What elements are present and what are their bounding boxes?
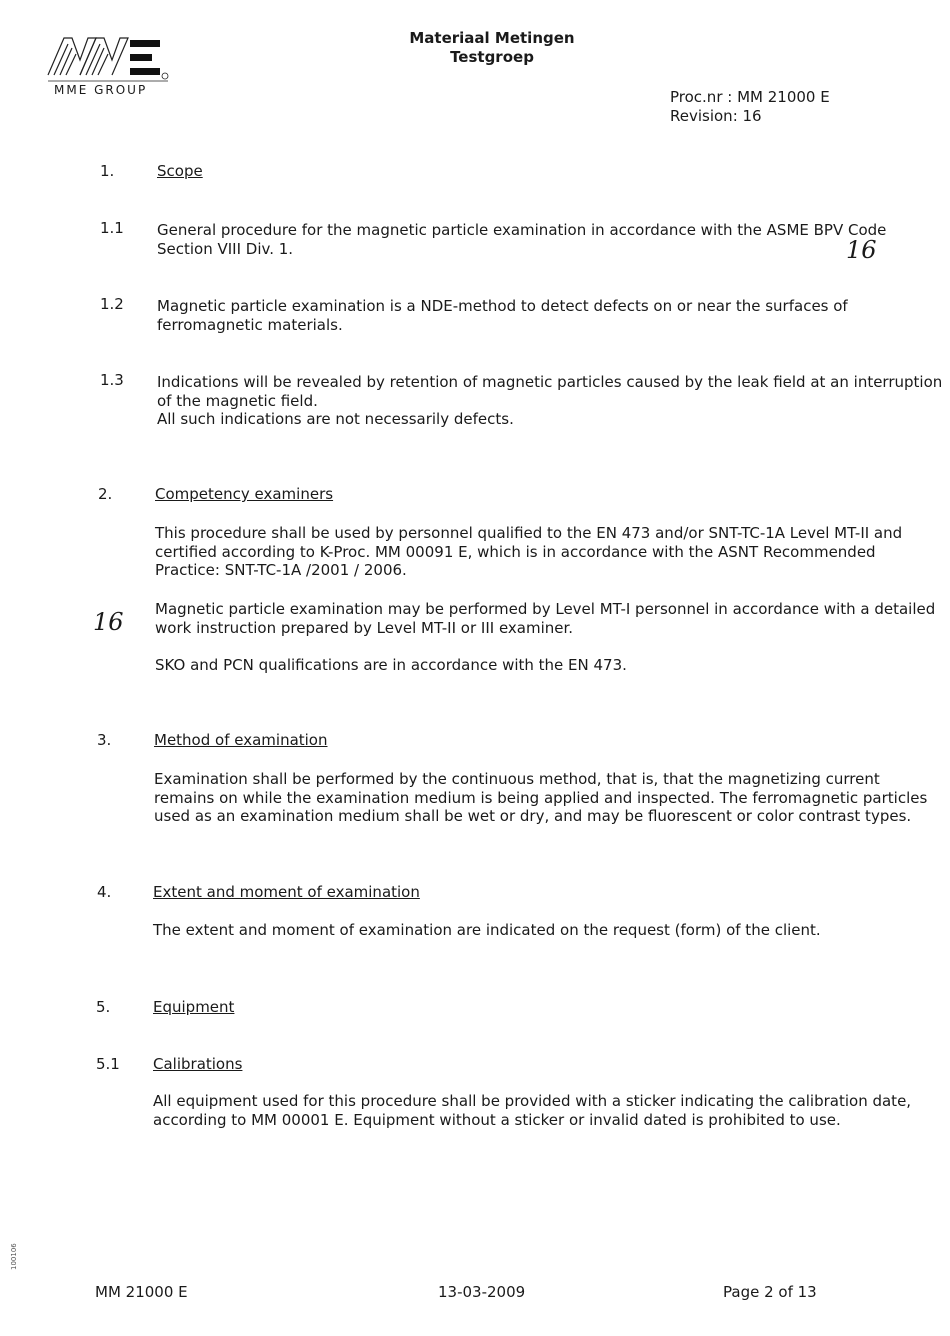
section-1-title: Scope	[157, 162, 203, 180]
section-5-1-text: All equipment used for this procedure shall be provided with a sticker indicating the calibration date, according to MM 00001 E. Equipment without a sticker or invalid dated is prohibited to use.	[153, 1092, 912, 1129]
section-1-3-number: 1.3	[100, 371, 124, 389]
section-4-number: 4.	[97, 883, 112, 901]
section-5-number: 5.	[96, 998, 111, 1016]
header-title	[0, 29, 950, 67]
section-2-paragraph-3: SKO and PCN qualifications are in accordance with the EN 473.	[155, 656, 627, 674]
footer-date: 13-03-2009	[438, 1283, 526, 1301]
section-5-1-number: 5.1	[96, 1055, 120, 1073]
section-5-title: Equipment	[153, 998, 235, 1016]
footer-page: Page 2 of 13	[723, 1283, 817, 1301]
title-line-1: Materiaal Metingen	[409, 29, 575, 47]
section-2-number: 2.	[98, 485, 113, 503]
proc-number: Proc.nr : MM 21000 E	[670, 88, 830, 106]
section-1-number: 1.	[100, 162, 115, 180]
section-4-text: The extent and moment of examination are indicated on the request (form) of the client.	[153, 921, 821, 939]
section-1-3-text: Indications will be revealed by retention of magnetic particles caused by the leak field at an interruption of the magnetic field. All such indications are not necessarily defects.	[157, 373, 943, 428]
revision-mark-left: 16	[93, 608, 124, 636]
section-1-1-number: 1.1	[100, 219, 124, 237]
section-2-paragraph-1: This procedure shall be used by personnel qualified to the EN 473 and/or SNT-TC-1A Level MT-II and certified according to K-Proc. MM 00091 E, which is in accordance with the ASNT Recommended Practice: SNT-TC-1A /2001 / 2006.	[155, 524, 903, 579]
section-2-title: Competency examiners	[155, 485, 334, 503]
section-3-text: Examination shall be performed by the continuous method, that is, that the magnetizing current remains on while the examination medium is being applied and inspected. The ferromagnetic particles used as an examination medium shall be wet or dry, and may be fluorescent or color contrast types.	[154, 770, 928, 825]
section-3-number: 3.	[97, 731, 112, 749]
title-line-2: Testgroep	[450, 48, 534, 66]
revision-mark-top: 16	[846, 236, 877, 264]
section-2-paragraph-2: Magnetic particle examination may be performed by Level MT-I personnel in accordance with a detailed work instruction prepared by Level MT-II or III examiner.	[155, 600, 936, 637]
section-1-1-text: General procedure for the magnetic particle examination in accordance with the ASME BPV Code Section VIII Div. 1.	[157, 221, 887, 258]
side-code: 100106	[10, 1243, 18, 1270]
section-4-title: Extent and moment of examination	[153, 883, 420, 901]
section-1-2-text: Magnetic particle examination is a NDE-method to detect defects on or near the surfaces of ferromagnetic materials.	[157, 297, 848, 334]
footer-doc-number: MM 21000 E	[95, 1283, 188, 1301]
revision: Revision: 16	[670, 107, 762, 125]
section-5-1-title: Calibrations	[153, 1055, 243, 1073]
section-3-title: Method of examination	[154, 731, 328, 749]
proc-block	[670, 88, 830, 126]
section-1-2-number: 1.2	[100, 295, 124, 313]
logo-text: MME GROUP	[54, 83, 148, 97]
